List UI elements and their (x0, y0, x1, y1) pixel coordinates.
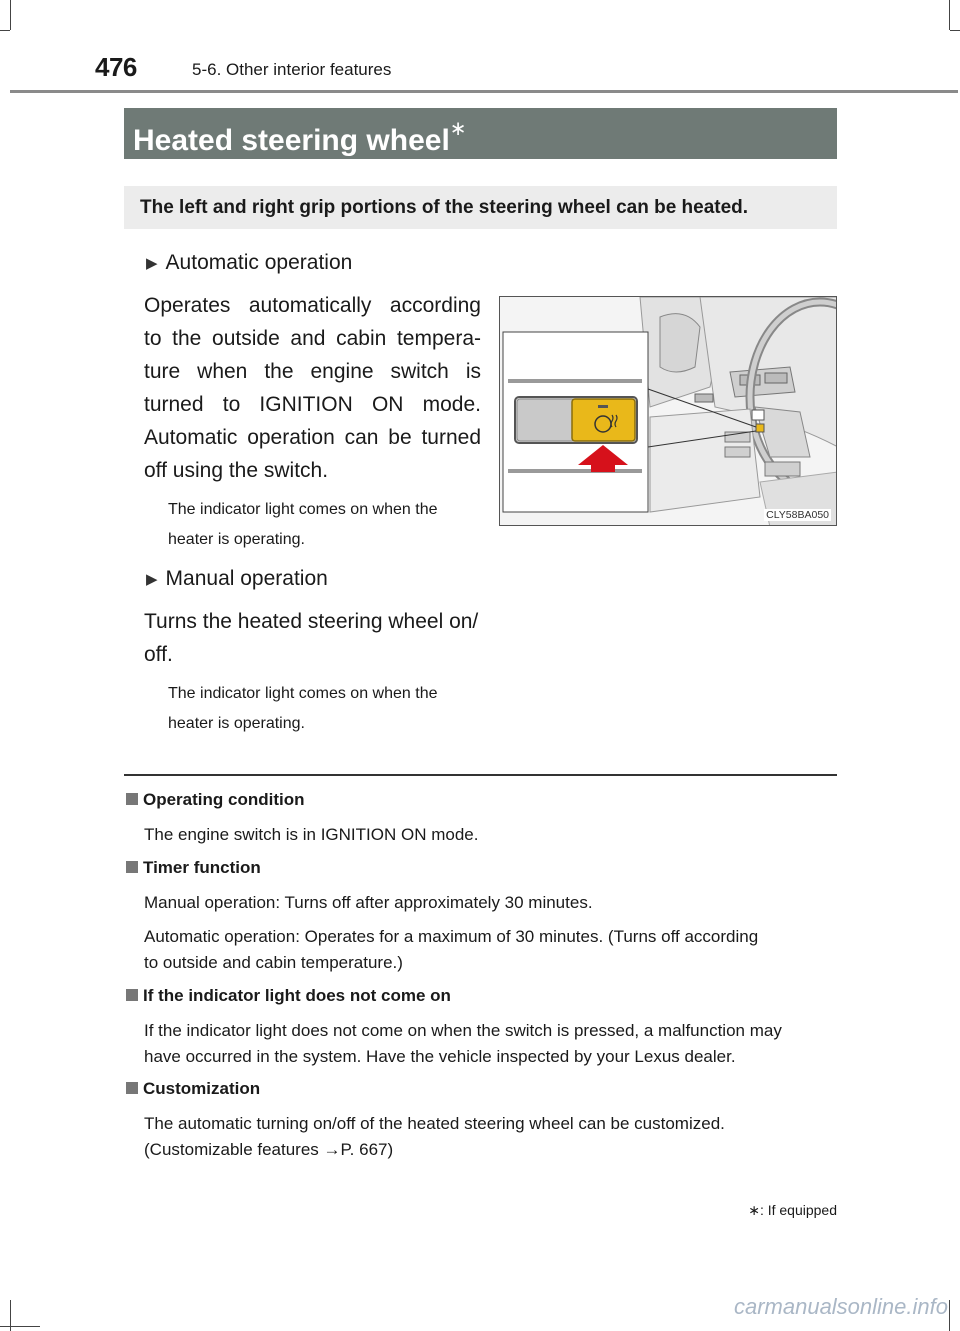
note-title (126, 1079, 260, 1099)
square-bullet-icon (126, 1082, 138, 1094)
crop-mark (10, 0, 11, 30)
text-line: (Customizable features →P. 667) (144, 1140, 394, 1159)
title-text: Heated steering wheel (133, 124, 450, 157)
text-line: off using the switch. (144, 459, 329, 482)
section-label: 5-6. Other interior features (192, 60, 392, 79)
text-line: The automatic turning on/off of the heated steering wheel can be customized. (144, 1114, 725, 1133)
automatic-body (144, 289, 481, 487)
footnote (748, 1202, 837, 1219)
page-number: 476 (95, 52, 137, 82)
note-text (144, 1018, 837, 1070)
figure-code: CLY58BA050 (766, 509, 829, 521)
crop-mark (950, 30, 960, 31)
heated-steering-switch-illustration (499, 296, 837, 526)
note-title-text: If the indicator light does not come on (143, 986, 451, 1005)
text-line: heater is operating. (168, 715, 305, 732)
automatic-heading (146, 251, 352, 275)
text-line: Automatic operation: Operates for a maximum of 30 minutes. (Turns off according (144, 927, 759, 946)
crop-mark (0, 30, 10, 31)
triangle-bullet-icon: ▶ (146, 571, 158, 588)
text-line: Turns the heated steering wheel on/ (144, 610, 479, 633)
crop-mark (0, 1326, 40, 1327)
note-title (126, 986, 451, 1006)
text-line: heater is operating. (168, 531, 305, 548)
crop-mark (949, 0, 950, 30)
text-line: have occurred in the system. Have the vehicle inspected by your Lexus dealer. (144, 1047, 736, 1066)
manual-body (144, 605, 481, 671)
header-rule (10, 90, 958, 93)
text-line: If the indicator light does not come on when the switch is pressed, a malfunction may (144, 1021, 782, 1040)
asterisk-mark: ∗ (449, 118, 467, 140)
note-title (126, 858, 261, 878)
note-title (126, 790, 305, 810)
text-line: The indicator light comes on when the (168, 685, 438, 702)
note-text (144, 822, 837, 848)
watermark: carmanualsonline.info (733, 1294, 948, 1319)
text-line: turned to IGNITION ON mode. (144, 393, 481, 416)
manual-note (168, 679, 486, 739)
asterisk-mark: ∗ (748, 1202, 760, 1218)
text-line: to the outside and cabin tempera- (144, 327, 481, 350)
text-line: off. (144, 643, 173, 666)
square-bullet-icon (126, 989, 138, 1001)
footnote-text: : If equipped (759, 1202, 837, 1218)
text-line: ture when the engine switch is (144, 360, 481, 383)
crop-mark (949, 1300, 950, 1331)
note-text (144, 890, 837, 976)
manual-heading-text: Manual operation (165, 567, 328, 590)
automatic-note (168, 495, 486, 555)
text-line: Manual operation: Turns off after approximately 30 minutes. (144, 893, 593, 912)
section-divider (124, 774, 837, 776)
text-line: to outside and cabin temperature.) (144, 953, 403, 972)
dashboard-drawing (500, 297, 837, 526)
note-title-text: Operating condition (143, 790, 305, 809)
manual-heading (146, 567, 328, 591)
text-line: Operates automatically according (144, 294, 481, 317)
note-title-text: Customization (143, 1079, 261, 1098)
square-bullet-icon (126, 793, 138, 805)
text-line: The engine switch is in IGNITION ON mode. (144, 825, 479, 844)
square-bullet-icon (126, 861, 138, 873)
note-text (144, 1111, 837, 1163)
page-title (124, 108, 837, 159)
triangle-bullet-icon: ▶ (146, 255, 158, 272)
intro-box: The left and right grip portions of the steering wheel can be heated. (124, 186, 837, 229)
note-title-text: Timer function (143, 858, 261, 877)
automatic-heading-text: Automatic operation (165, 251, 353, 274)
text-line: The indicator light comes on when the (168, 501, 438, 518)
text-line: Automatic operation can be turned (144, 426, 481, 449)
